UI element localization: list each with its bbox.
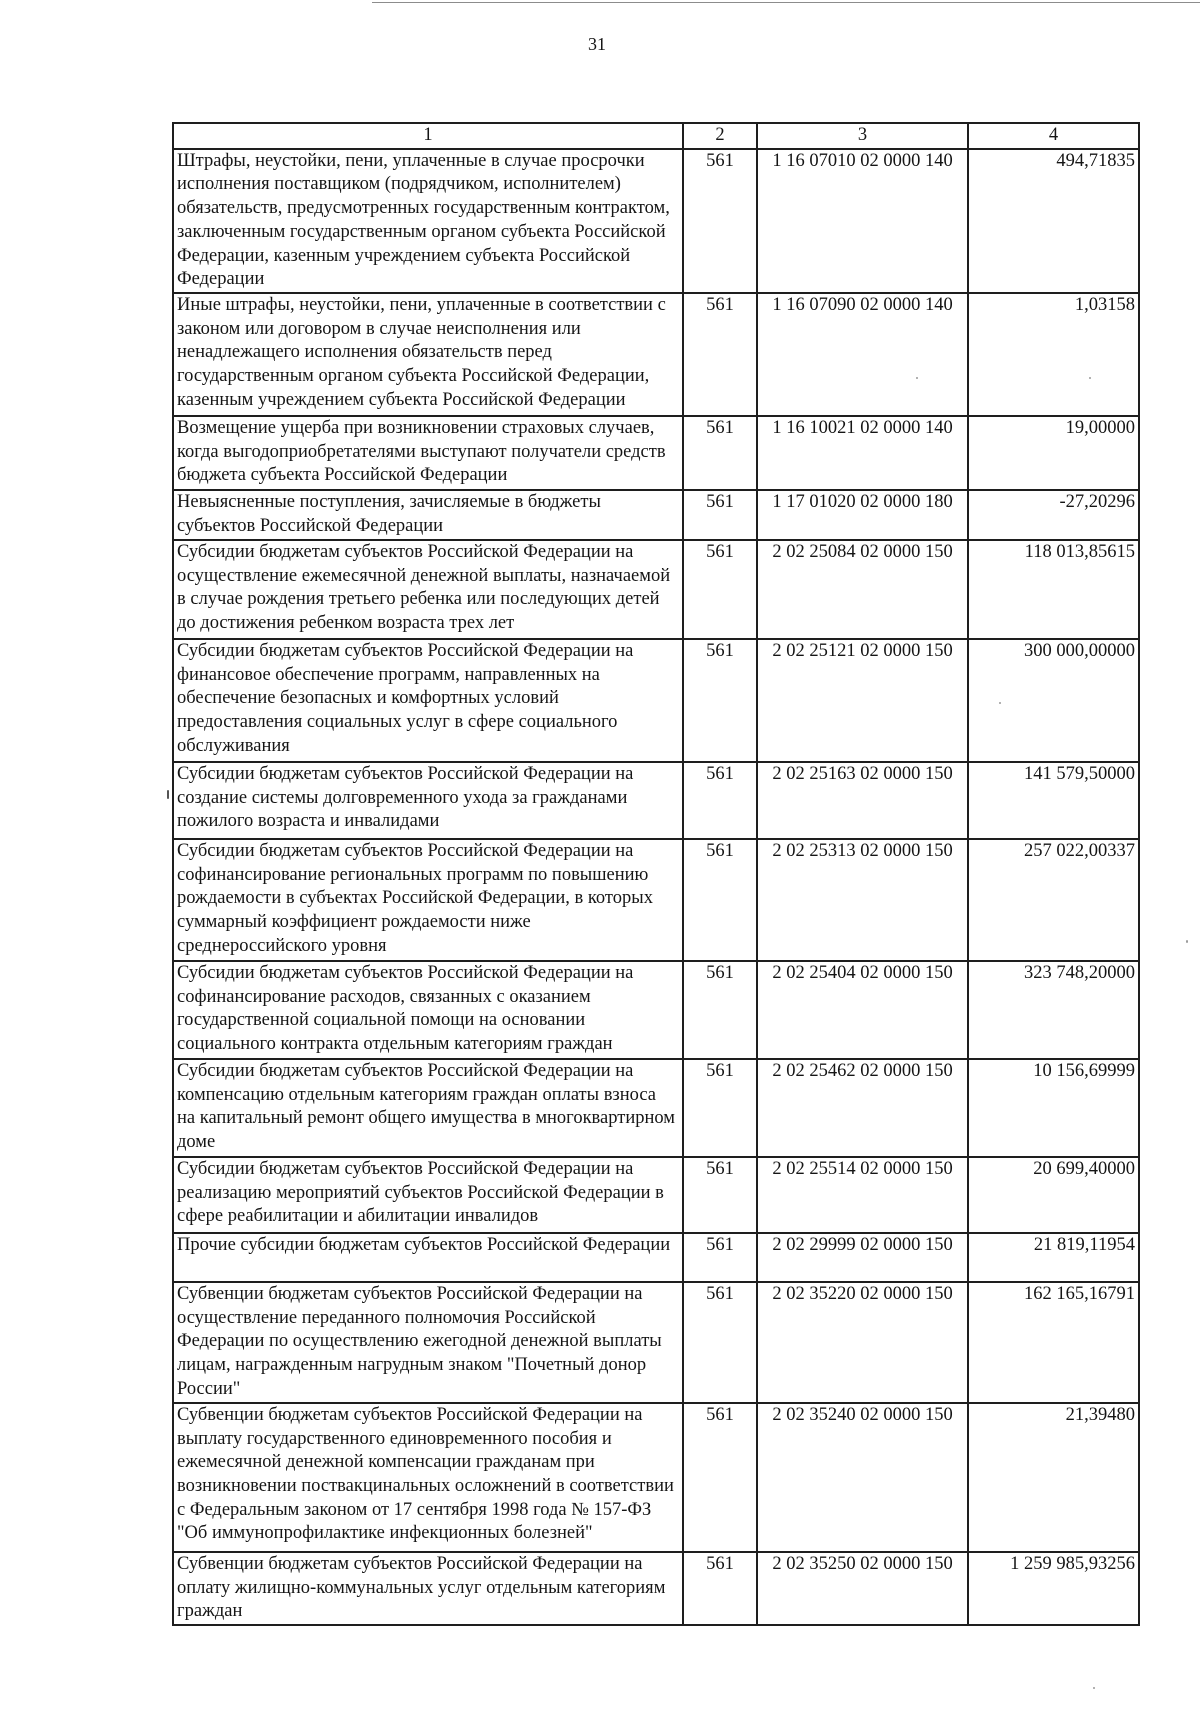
classification-code-cell: 2 02 25163 02 0000 150: [757, 762, 968, 839]
amount-cell: 257 022,00337: [968, 839, 1139, 961]
description-line: Субсидии бюджетам субъектов Российской Федерации на: [177, 1158, 634, 1179]
description-line: выплату государственного единовременного пособия и: [177, 1428, 612, 1449]
code-cell: 561: [683, 540, 757, 639]
amount-cell: 494,71835: [968, 149, 1139, 293]
code-cell: 561: [683, 149, 757, 293]
amount-cell: 323 748,20000: [968, 961, 1139, 1059]
code-cell: 561: [683, 1157, 757, 1233]
amount-cell: 20 699,40000: [968, 1157, 1139, 1233]
table-row: [173, 416, 1139, 490]
scan-speck: [999, 702, 1001, 704]
description-line: Федерации: [177, 269, 265, 290]
description-line: ненадлежащего исполнения обязательств перед: [177, 342, 552, 363]
classification-code-cell: 2 02 25404 02 0000 150: [757, 961, 968, 1059]
code-cell: 561: [683, 293, 757, 416]
code-cell: 561: [683, 961, 757, 1059]
description-line: Штрафы, неустойки, пени, уплаченные в случае просрочки: [177, 150, 645, 171]
table-row: [173, 1403, 1139, 1552]
description-line: когда выгодоприобретателями выступают получатели средств: [177, 441, 666, 462]
classification-code-cell: 2 02 35220 02 0000 150: [757, 1282, 968, 1403]
description-line: Субсидии бюджетам субъектов Российской Федерации на: [177, 763, 634, 784]
description-line: возникновении поствакцинальных осложнений в соответствии: [177, 1476, 674, 1497]
amount-cell: 19,00000: [968, 416, 1139, 490]
description-line: Субсидии бюджетам субъектов Российской Федерации на: [177, 840, 634, 861]
description-line: реализацию мероприятий субъектов Российской Федерации в: [177, 1182, 664, 1203]
code-cell: 561: [683, 1233, 757, 1282]
description-line: осуществление ежемесячной денежной выплаты, назначаемой: [177, 565, 671, 586]
description-line: Субсидии бюджетам субъектов Российской Федерации на: [177, 541, 634, 562]
description-line: софинансирование расходов, связанных с оказанием: [177, 986, 591, 1007]
amount-cell: 21,39480: [968, 1403, 1139, 1552]
amount-cell: 1 259 985,93256: [968, 1552, 1139, 1625]
scan-speck: [916, 377, 918, 379]
description-line: обслуживания: [177, 735, 290, 756]
table-row: [173, 839, 1139, 961]
code-cell: 561: [683, 416, 757, 490]
amount-cell: -27,20296: [968, 490, 1139, 540]
description-line: финансовое обеспечение программ, направленных на: [177, 664, 600, 685]
description-line: суммарный коэффициент рождаемости ниже: [177, 912, 531, 933]
code-cell: 561: [683, 1059, 757, 1157]
description-line: Иные штрафы, неустойки, пени, уплаченные в соответствии с: [177, 294, 666, 315]
description-line: социального контракта отдельным категориям граждан: [177, 1034, 613, 1055]
description-line: Субвенции бюджетам субъектов Российской Федерации на: [177, 1404, 643, 1425]
description-line: с Федеральным законом от 17 сентября 1998 года № 157-ФЗ: [177, 1499, 652, 1520]
amount-cell: 141 579,50000: [968, 762, 1139, 839]
table-row: [173, 639, 1139, 762]
page-number: 31: [588, 34, 606, 54]
description-line: казенным учреждением субъекта Российской Федерации: [177, 389, 626, 410]
classification-code-cell: 1 16 10021 02 0000 140: [757, 416, 968, 490]
table-body: [173, 149, 1139, 1625]
code-cell: 561: [683, 1403, 757, 1552]
table-row: [173, 540, 1139, 639]
table-row: [173, 490, 1139, 540]
scan-speck: [1093, 1687, 1095, 1689]
description-line: Невыясненные поступления, зачисляемые в бюджеты: [177, 491, 601, 512]
description-line: обеспечение безопасных и комфортных условий: [177, 688, 559, 709]
description-line: Возмещение ущерба при возникновении страховых случаев,: [177, 417, 655, 438]
amount-cell: 300 000,00000: [968, 639, 1139, 762]
description-cell: [173, 762, 683, 839]
description-cell: [173, 149, 683, 293]
description-line: ежемесячной денежной компенсации гражданам при: [177, 1452, 595, 1473]
description-line: предоставления социальных услуг в сфере социального: [177, 712, 618, 733]
description-line: Субвенции бюджетам субъектов Российской Федерации на: [177, 1553, 643, 1574]
table-row: [173, 149, 1139, 293]
description-line: рождаемости в субъектах Российской Федерации, в которых: [177, 888, 653, 909]
table-row: [173, 1282, 1139, 1403]
amount-cell: 1,03158: [968, 293, 1139, 416]
description-line: оплату жилищно-коммунальных услуг отдельным категориям: [177, 1577, 666, 1598]
code-cell: 561: [683, 639, 757, 762]
description-line: Федерации, казенным учреждением субъекта Российской: [177, 245, 631, 266]
description-line: обязательств, предусмотренных государственным контрактом,: [177, 198, 670, 219]
description-line: Субсидии бюджетам субъектов Российской Федерации на: [177, 962, 634, 983]
description-line: софинансирование региональных программ по повышению: [177, 864, 649, 885]
description-line: доме: [177, 1132, 216, 1153]
table-header: [173, 123, 1139, 149]
description-line: осуществление переданного полномочия Российской: [177, 1307, 596, 1328]
classification-code-cell: 2 02 35250 02 0000 150: [757, 1552, 968, 1625]
table-row: [173, 1233, 1139, 1282]
code-cell: 561: [683, 1552, 757, 1625]
description-line: на капитальный ремонт общего имущества в многоквартирном: [177, 1108, 676, 1129]
table-row: [173, 1157, 1139, 1233]
description-cell: [173, 1157, 683, 1233]
header-row: [173, 123, 1139, 149]
description-line: законом или договором в случае неисполнения или: [177, 318, 581, 339]
classification-code-cell: 2 02 25514 02 0000 150: [757, 1157, 968, 1233]
classification-code-cell: 2 02 25121 02 0000 150: [757, 639, 968, 762]
description-line: бюджета субъекта Российской Федерации: [177, 465, 508, 486]
column-header-3: 3: [757, 123, 968, 149]
scan-mark: [167, 790, 169, 799]
scan-speck: [1089, 377, 1091, 379]
description-cell: [173, 1059, 683, 1157]
description-cell: [173, 540, 683, 639]
scan-speck: [1186, 940, 1188, 943]
description-line: граждан: [177, 1601, 243, 1622]
classification-code-cell: 2 02 25084 02 0000 150: [757, 540, 968, 639]
amount-cell: 162 165,16791: [968, 1282, 1139, 1403]
column-header-4: 4: [968, 123, 1139, 149]
code-cell: 561: [683, 1282, 757, 1403]
classification-code-cell: 2 02 25313 02 0000 150: [757, 839, 968, 961]
table-row: [173, 293, 1139, 416]
column-header-2: 2: [683, 123, 757, 149]
code-cell: 561: [683, 762, 757, 839]
description-line: заключенным государственным органом субъекта Российской: [177, 221, 666, 242]
description-line: сфере реабилитации и абилитации инвалидов: [177, 1206, 539, 1227]
description-line: Субсидии бюджетам субъектов Российской Федерации на: [177, 640, 634, 661]
classification-code-cell: 2 02 29999 02 0000 150: [757, 1233, 968, 1282]
description-line: государственным органом субъекта Российской Федерации,: [177, 366, 650, 387]
classification-code-cell: 1 17 01020 02 0000 180: [757, 490, 968, 540]
table-row: [173, 961, 1139, 1059]
description-cell: [173, 839, 683, 961]
description-line: Федерации по осуществлению ежегодной денежной выплаты: [177, 1331, 662, 1352]
description-line: Субсидии бюджетам субъектов Российской Федерации на: [177, 1060, 634, 1081]
amount-cell: 21 819,11954: [968, 1233, 1139, 1282]
code-cell: 561: [683, 839, 757, 961]
description-line: Субвенции бюджетам субъектов Российской Федерации на: [177, 1283, 643, 1304]
classification-code-cell: 2 02 35240 02 0000 150: [757, 1403, 968, 1552]
description-line: исполнения поставщиком (подрядчиком, исполнителем): [177, 174, 621, 195]
amount-cell: 118 013,85615: [968, 540, 1139, 639]
description-line: лицам, награжденным нагрудным знаком "Почетный донор: [177, 1355, 647, 1376]
description-line: в случае рождения третьего ребенка или последующих детей: [177, 589, 660, 610]
classification-code-cell: 2 02 25462 02 0000 150: [757, 1059, 968, 1157]
description-line: субъектов Российской Федерации: [177, 515, 444, 536]
description-line: компенсацию отдельным категориям граждан оплаты взноса: [177, 1084, 657, 1105]
description-line: создание системы долговременного ухода за гражданами: [177, 787, 628, 808]
description-line: России": [177, 1378, 241, 1399]
table-row: [173, 1059, 1139, 1157]
description-cell: [173, 416, 683, 490]
description-cell: [173, 1282, 683, 1403]
classification-code-cell: 1 16 07010 02 0000 140: [757, 149, 968, 293]
amount-cell: 10 156,69999: [968, 1059, 1139, 1157]
description-cell: [173, 1233, 683, 1282]
code-cell: 561: [683, 490, 757, 540]
description-line: пожилого возраста и инвалидами: [177, 811, 440, 832]
data-table: [172, 122, 1140, 1626]
classification-code-cell: 1 16 07090 02 0000 140: [757, 293, 968, 416]
description-line: государственной социальной помощи на основании: [177, 1010, 586, 1031]
description-line: Прочие субсидии бюджетам субъектов Российской Федерации: [177, 1234, 671, 1255]
description-cell: [173, 1403, 683, 1552]
description-cell: [173, 961, 683, 1059]
description-cell: [173, 293, 683, 416]
column-header-1: 1: [173, 123, 683, 149]
description-cell: [173, 490, 683, 540]
description-line: "Об иммунопрофилактике инфекционных болезней": [177, 1523, 593, 1544]
scan-edge-line: [372, 2, 1200, 3]
description-line: среднероссийского уровня: [177, 935, 387, 956]
description-cell: [173, 639, 683, 762]
description-cell: [173, 1552, 683, 1625]
table-row: [173, 1552, 1139, 1625]
table-row: [173, 762, 1139, 839]
description-line: до достижения ребенком возраста трех лет: [177, 613, 515, 634]
